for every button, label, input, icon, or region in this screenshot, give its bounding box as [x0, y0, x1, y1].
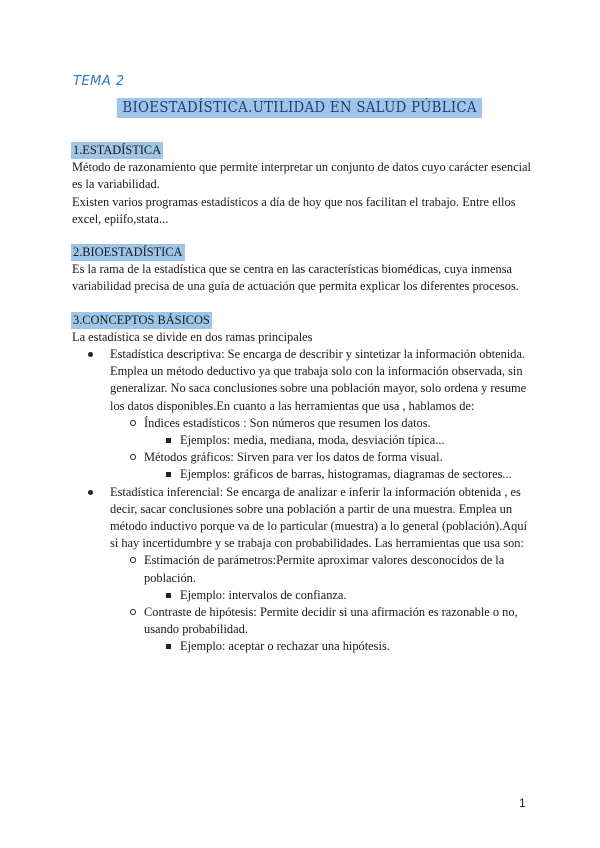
- page-number: 1: [519, 796, 526, 810]
- section-conceptos-basicos: [72, 312, 534, 656]
- square-bullet-icon: [166, 472, 171, 477]
- list-item-text: Estimación de parámetros:Permite aproximar valores desconocidos de la población.: [144, 553, 505, 585]
- list-item-example: [72, 587, 534, 604]
- list-item-text: Ejemplo: aceptar o rechazar una hipótesis.: [180, 639, 390, 654]
- document-title: BIOESTADÍSTICA.UTILIDAD EN SALUD PÚBLICA: [117, 98, 482, 118]
- hollow-bullet-icon: [130, 454, 136, 460]
- section-bioestadistica: [72, 244, 534, 296]
- title-wrapper: [0, 98, 600, 118]
- list-item-metodos-graficos: [72, 449, 534, 466]
- list-item-inferencial: [72, 484, 534, 553]
- paragraph: Método de razonamiento que permite interpretar un conjunto de datos cuyo carácter esencial es la variabilidad.: [72, 160, 531, 192]
- square-bullet-icon: [166, 593, 171, 598]
- section-heading: 1.ESTADÍSTICA: [71, 142, 163, 159]
- list-item-text: Ejemplos: gráficos de barras, histogramas, diagramas de sectores...: [180, 467, 512, 482]
- tema-label: TEMA 2: [73, 74, 125, 89]
- list-item-descriptiva: [72, 346, 534, 415]
- list-item-text: Ejemplos: media, mediana, moda, desviación típica...: [180, 433, 445, 448]
- branch-list: [72, 346, 534, 656]
- list-item-estimacion: [72, 552, 534, 586]
- list-item-indices: [72, 415, 534, 432]
- list-item-example: [72, 432, 534, 449]
- bullet-icon: [88, 490, 93, 495]
- paragraph: Es la rama de la estadística que se centra en las características biomédicas, cuya inmensa variabilidad precisa de una guía de actuación que permita explicar los diferentes procesos.: [72, 262, 519, 294]
- square-bullet-icon: [166, 438, 171, 443]
- paragraph: Existen varios programas estadísticos a día de hoy que nos facilitan el trabajo. Entre ellos excel, epiifo,stata...: [72, 194, 516, 226]
- list-item-text: Estadística inferencial: Se encarga de analizar e inferir la información obtenida , es decir, sacar conclusiones sobre una población a partir de una muestra. Emplea un método inductivo porque va de lo particular (muestra) a lo general (población).Aquí si hay incertidumbre y se trabaja con probabilidades. Las herramientas que usa son:: [110, 484, 528, 551]
- list-item-contraste: [72, 604, 534, 638]
- section-intro: La estadística se divide en dos ramas principales: [72, 329, 313, 344]
- list-item-text: Estadística descriptiva: Se encarga de describir y sintetizar la información obtenida. Emplea un método deductivo ya que trabaja solo con la información observada, sin generalizar. No saca conclusiones sobre una población mayor, solo ordena y resume los datos disponibles.En cuanto a las herramientas que usa , hablamos de:: [110, 347, 527, 413]
- list-item-text: Índices estadísticos : Son números que resumen los datos.: [144, 415, 431, 430]
- section-heading: 2.BIOESTADÍSTICA: [71, 244, 185, 261]
- list-item-text: Contraste de hipótesis: Permite decidir si una afirmación es razonable o no, usando probabilidad.: [144, 605, 518, 637]
- hollow-bullet-icon: [130, 420, 136, 426]
- section-heading: 3.CONCEPTOS BÁSICOS: [71, 312, 212, 329]
- bullet-icon: [88, 352, 93, 357]
- document-body: [72, 142, 534, 656]
- square-bullet-icon: [166, 644, 171, 649]
- list-item-text: Métodos gráficos: Sirven para ver los datos de forma visual.: [144, 450, 443, 465]
- list-item-text: Ejemplo: intervalos de confianza.: [180, 587, 347, 602]
- section-estadistica: [72, 142, 534, 228]
- list-item-example: [72, 466, 534, 483]
- hollow-bullet-icon: [130, 557, 136, 563]
- list-item-example: [72, 638, 534, 655]
- hollow-bullet-icon: [130, 609, 136, 615]
